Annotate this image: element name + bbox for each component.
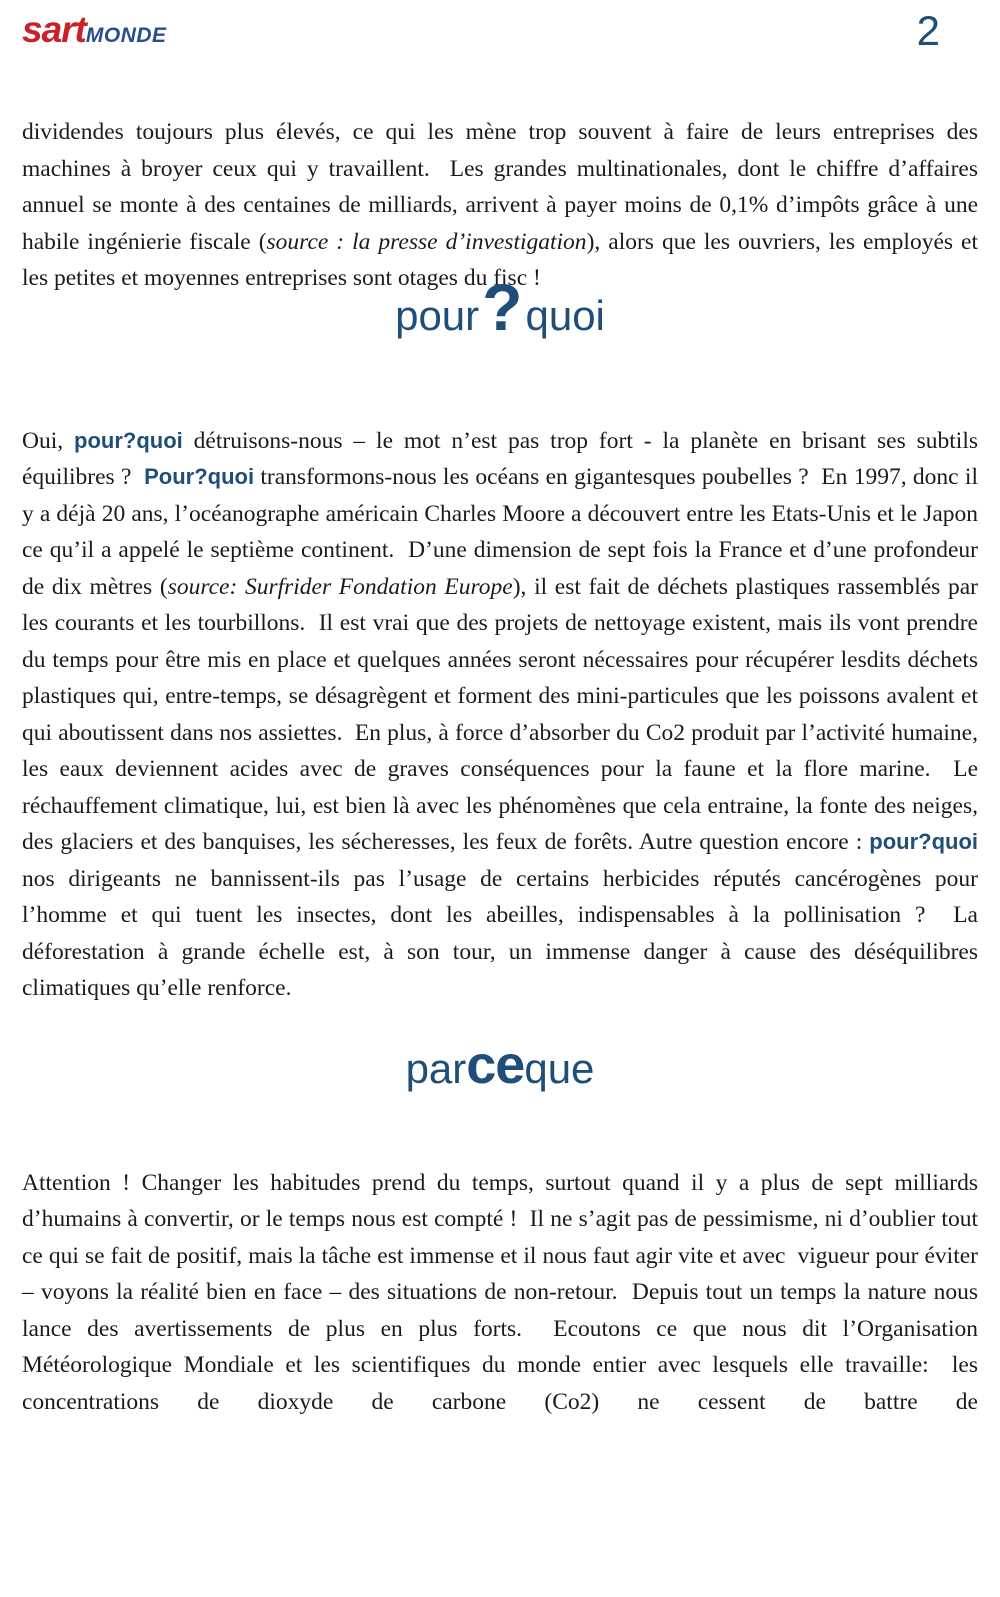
page-number: 2: [916, 7, 940, 54]
page-body: [0, 114, 1000, 1420]
paragraph-pourquoi: [22, 423, 978, 1007]
text-segment-normal: dividendes toujours plus élevés, ce qui les mène trop souvent à faire de leurs entreprises des machines à broyer ceux qui y travaillent. Les grandes multinationales, dont le chiffre d’affaires annuel se monte à des centaines de milliards, arrivent à payer moins de 0,1% d’impôts grâce à une habile ingénierie fiscale (: [22, 119, 978, 255]
text-segment-normal: ), alors que les ouvriers, les employés et les petites et moyennes entreprises sont otages du fisc !: [22, 228, 978, 291]
text-segment-italic: source: Surfrider Fondation Europe: [167, 573, 513, 600]
page-header: [0, 0, 1000, 62]
logo: [22, 10, 167, 58]
text-segment-normal: ), il est fait de déchets plastiques rassemblés par les courants et les tourbillons. Il est vrai que des projets de nettoyage existent, mais ils vont prendre du temps pour être mis en place et quelques années seront nécessaires pour récupérer lesdits déchets plastiques qui, entre-temps, se désagrègent et forment des mini-particules que les poissons avalent et qui aboutissent dans nos assiettes. En plus, à force d’absorber du Co2 produit par l’activité humaine, les eaux deviennent acides avec de graves conséquences pour la faune et la flore marine. Le réchauffement climatique, lui, est bien là avec les phénomènes que cela entraine, la fonte des neiges, des glaciers et des banquises, les sécheresses, les feux de forêts. Autre question encore :: [22, 573, 978, 855]
paragraph-parceque: [22, 1165, 978, 1421]
logo-text-monde: MONDE: [85, 24, 167, 47]
text-segment-brand: pour?quoi: [869, 829, 978, 854]
text-segment-normal: transformons-nous les océans en gigantesques poubelles ? En 1997, donc il y a déjà 20 ans, l’océanographe américain Charles Moore a découvert entre les Etats-Unis et le Japon ce qu’il a appelé le septième continent. D’une dimension de sept fois la France et d’une profondeur de dix mètres (: [22, 464, 978, 600]
text-segment-normal: détruisons-nous – le mot n’est pas trop fort - la planète en brisant ses subtils équilibres ?: [22, 427, 979, 490]
text-segment-normal: Attention ! Changer les habitudes prend du temps, surtout quand il y a plus de sept milliards d’humains à convertir, or le temps nous est compté ! Il ne s’agit pas de pessimisme, ni d’oublier tout ce qui se fait de positif, mais la tâche est immense et il nous faut agir vite et avec vigueur pour éviter – voyons la réalité bien en face – des situations de non-retour. Depuis tout un temps la nature nous lance des avertissements de plus en plus forts. Ecoutons ce que nous dit l’Organisation Météorologique Mondiale et les scientifiques du monde entier avec lesquels elle travaille: les concentrations de dioxyde de carbone (Co2) ne cessent de battre de: [22, 1169, 978, 1415]
text-segment-italic: source : la presse d’investigation: [266, 228, 587, 255]
text-segment-brand: pour?quoi: [74, 427, 183, 453]
logo-text-sart: sart: [22, 9, 86, 50]
text-segment-brand: Pour?quoi: [144, 464, 255, 489]
heading-pourquoi: pour ? quoi: [395, 269, 605, 344]
text-segment-normal: Oui,: [22, 427, 75, 454]
text-segment-normal: nos dirigeants ne bannissent-ils pas l’usage de certains herbicides réputés cancérogènes pour l’homme et qui tuent les insectes, dont les abeilles, indispensables à la pollinisation ? La déforestation à grande échelle est, à son tour, un immense danger à cause des déséquilibres climatiques qu’elle renforce.: [22, 865, 978, 1001]
heading-parceque: par ce que: [405, 1034, 595, 1095]
